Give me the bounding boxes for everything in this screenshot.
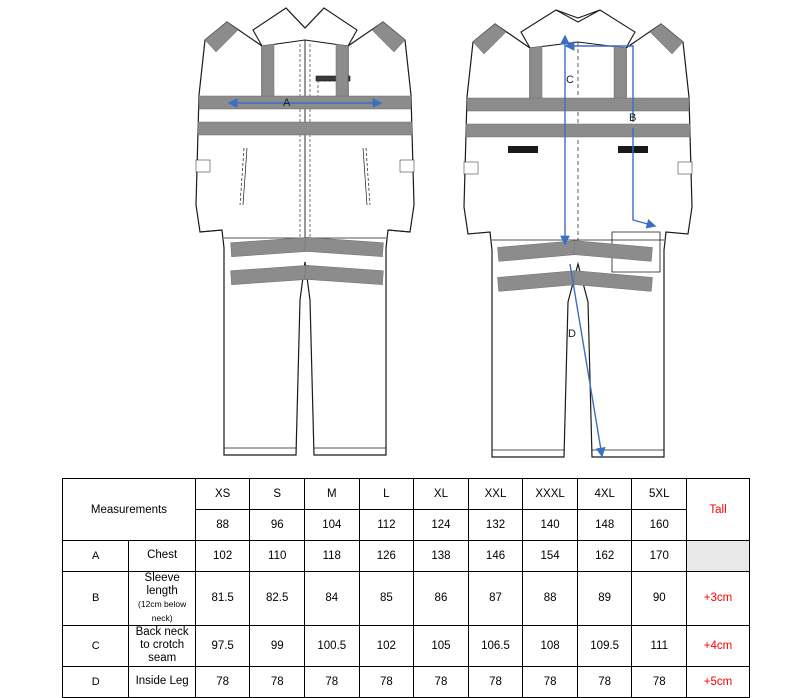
- cell-chest-s: 110: [250, 541, 305, 572]
- size-number-xl: 124: [414, 510, 469, 541]
- cell-insideleg-tall: +5cm: [687, 666, 750, 697]
- cell-chest-xl: 138: [414, 541, 469, 572]
- size-number-xs: 88: [195, 510, 250, 541]
- row-label-inside-leg: [129, 666, 195, 697]
- cell-sleeve-xs: 81.5: [195, 572, 250, 626]
- table-row: [63, 541, 750, 572]
- cell-chest-tall: [687, 541, 750, 572]
- row-key-a: A: [63, 541, 129, 572]
- callout-label-a: A: [283, 97, 291, 109]
- cell-insideleg-xl: 78: [414, 666, 469, 697]
- cell-sleeve-l: 85: [359, 572, 414, 626]
- table-row: [63, 625, 750, 666]
- cell-backneck-s: 99: [250, 625, 305, 666]
- cell-chest-xxxl: 154: [523, 541, 578, 572]
- cell-backneck-5xl: 111: [632, 625, 687, 666]
- back-view: [464, 10, 692, 457]
- row-label-text: Sleeve length: [144, 572, 180, 598]
- size-number-4xl: 148: [577, 510, 632, 541]
- row-key-c: C: [63, 625, 129, 666]
- size-table-container: [62, 478, 750, 698]
- cell-chest-5xl: 170: [632, 541, 687, 572]
- row-label-sleeve-length: [129, 572, 195, 626]
- header-size-xxl: XXL: [468, 479, 523, 510]
- cell-insideleg-xxl: 78: [468, 666, 523, 697]
- cell-sleeve-xxl: 87: [468, 572, 523, 626]
- header-size-m: M: [305, 479, 360, 510]
- row-label-text: Back neck to crotch seam: [135, 625, 189, 665]
- front-view: [196, 8, 414, 455]
- header-measurements: Measurements: [63, 479, 196, 541]
- cell-insideleg-s: 78: [250, 666, 305, 697]
- cell-chest-xxl: 146: [468, 541, 523, 572]
- cell-insideleg-5xl: 78: [632, 666, 687, 697]
- cell-sleeve-5xl: 90: [632, 572, 687, 626]
- cell-chest-xs: 102: [195, 541, 250, 572]
- cell-sleeve-m: 84: [305, 572, 360, 626]
- row-label-back-neck-to-crotch-seam: [129, 625, 195, 666]
- size-number-s: 96: [250, 510, 305, 541]
- callout-label-d: D: [568, 328, 576, 340]
- callout-label-b: B: [629, 112, 637, 124]
- row-label-subtext: (12cm below neck): [138, 599, 187, 623]
- cell-backneck-xxxl: 108: [523, 625, 578, 666]
- cell-backneck-xxl: 106.5: [468, 625, 523, 666]
- cell-backneck-tall: +4cm: [687, 625, 750, 666]
- header-tall: Tall: [687, 479, 750, 541]
- callout-label-c: C: [566, 74, 574, 86]
- size-number-xxl: 132: [468, 510, 523, 541]
- header-size-5xl: 5XL: [632, 479, 687, 510]
- row-label-text: Chest: [147, 549, 178, 562]
- cell-backneck-4xl: 109.5: [577, 625, 632, 666]
- cell-insideleg-xs: 78: [195, 666, 250, 697]
- table-row: [63, 666, 750, 697]
- cell-backneck-l: 102: [359, 625, 414, 666]
- cell-backneck-xs: 97.5: [195, 625, 250, 666]
- row-key-b: B: [63, 572, 129, 626]
- size-number-l: 112: [359, 510, 414, 541]
- row-key-d: D: [63, 666, 129, 697]
- header-size-4xl: 4XL: [577, 479, 632, 510]
- cell-insideleg-4xl: 78: [577, 666, 632, 697]
- cell-insideleg-m: 78: [305, 666, 360, 697]
- cell-sleeve-xl: 86: [414, 572, 469, 626]
- cell-insideleg-xxxl: 78: [523, 666, 578, 697]
- table-header-row: [63, 479, 750, 510]
- header-size-xl: XL: [414, 479, 469, 510]
- size-number-m: 104: [305, 510, 360, 541]
- row-label-chest: [129, 541, 195, 572]
- cell-chest-4xl: 162: [577, 541, 632, 572]
- size-number-xxxl: 140: [523, 510, 578, 541]
- header-size-xxxl: XXXL: [523, 479, 578, 510]
- cell-sleeve-xxxl: 88: [523, 572, 578, 626]
- header-size-s: S: [250, 479, 305, 510]
- cell-backneck-xl: 105: [414, 625, 469, 666]
- header-size-l: L: [359, 479, 414, 510]
- header-size-xs: XS: [195, 479, 250, 510]
- cell-sleeve-4xl: 89: [577, 572, 632, 626]
- cell-insideleg-l: 78: [359, 666, 414, 697]
- cell-chest-m: 118: [305, 541, 360, 572]
- size-number-5xl: 160: [632, 510, 687, 541]
- cell-chest-l: 126: [359, 541, 414, 572]
- cell-backneck-m: 100.5: [305, 625, 360, 666]
- cell-sleeve-s: 82.5: [250, 572, 305, 626]
- size-table: [62, 478, 750, 698]
- cell-sleeve-tall: +3cm: [687, 572, 750, 626]
- table-row: [63, 572, 750, 626]
- row-label-text: Inside Leg: [135, 674, 189, 687]
